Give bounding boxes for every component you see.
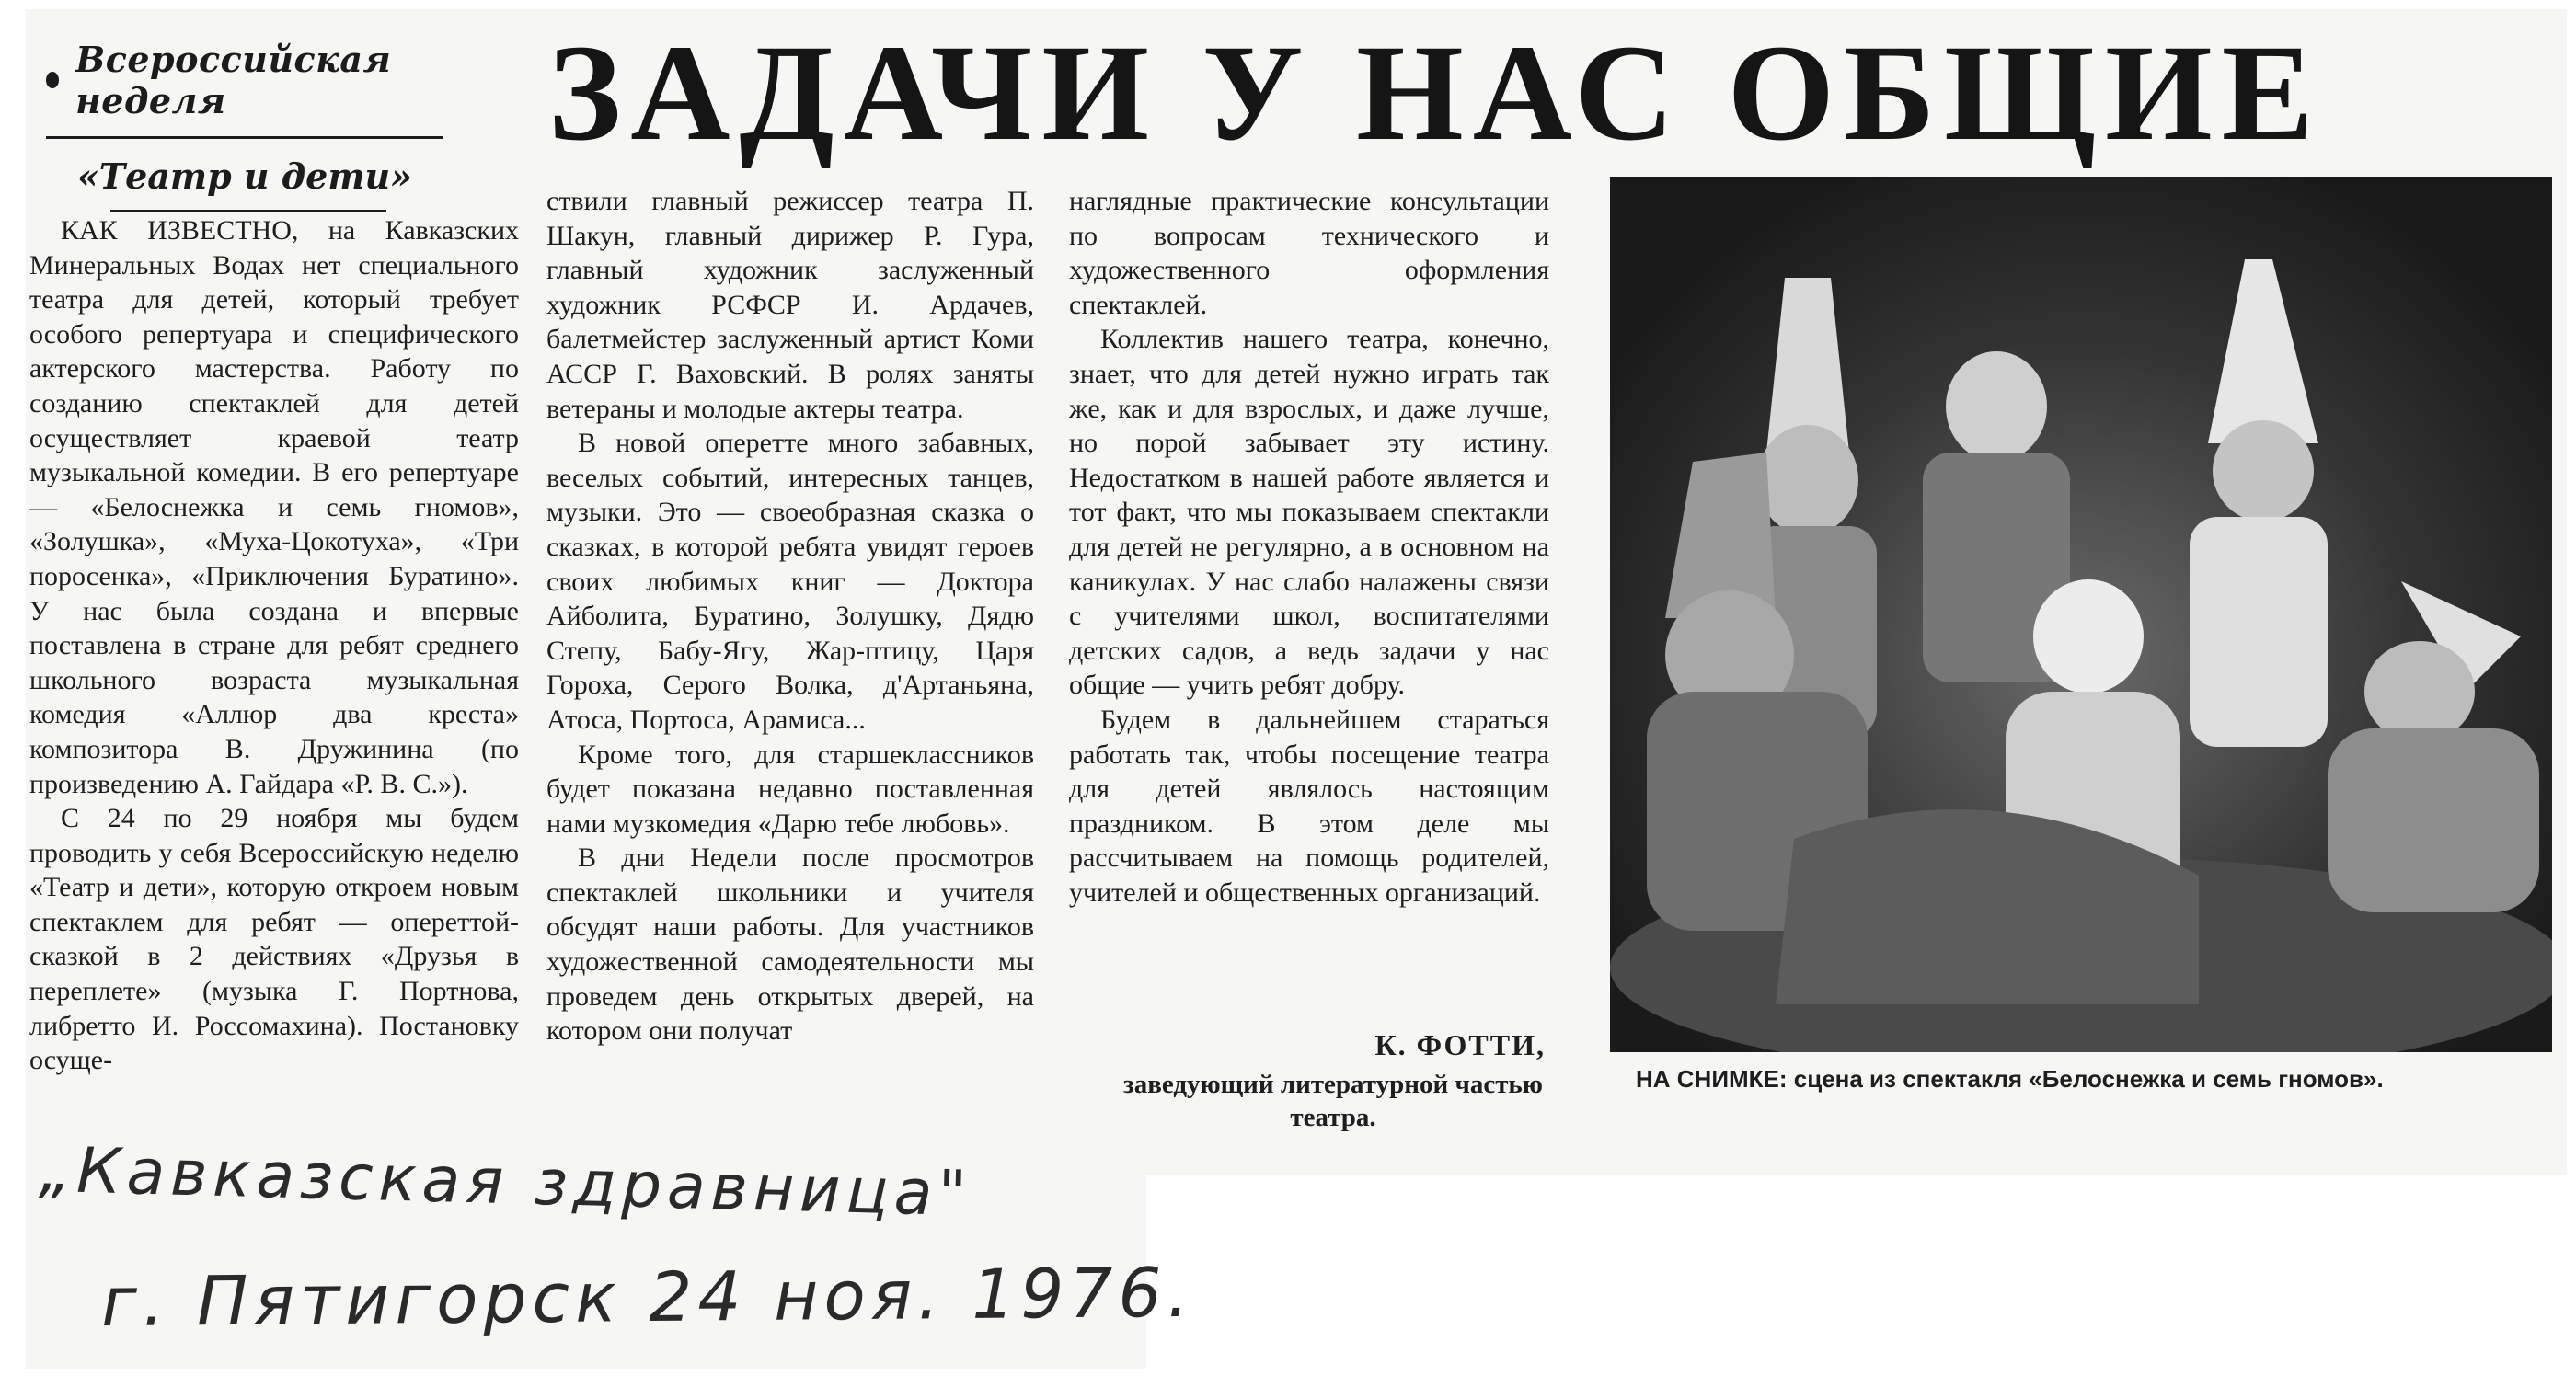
- paragraph: В новой оперетте много забавных, веселых событий, интересных танцев, музыки. Это — своеобразная сказка о сказках, в которой ребята увидят героев своих любимых книг — Доктора Айболита, Буратино, Золушку, Дядю Степу, Бабу-Ягу, Жар-птицу, Царя Гороха, Серого Волка, д'Артаньяна, Атоса, Портоса, Арамиса...: [546, 428, 1034, 735]
- paragraph: наглядные практические консультации по вопросам технического и художественного оформления спектаклей.: [1069, 186, 1549, 320]
- paragraph: С 24 по 29 ноября мы будем проводить у себя Всероссийскую неделю «Театр и дети», которую откроем новым спектаклем для ребят — опереттой-сказкой в 2 действиях «Друзья в переплете» (музыка Г. Портнова, либретто И. Россомахина). Постановку осуще-: [29, 803, 519, 1076]
- paragraph: В дни Недели после просмотров спектаклей школьники и учителя обсудят наши работы. Для участников художественной самодеятельности мы проведем день открытых дверей, на котором они получат: [546, 843, 1034, 1047]
- bullet-icon: [46, 72, 59, 88]
- paragraph: Будем в дальнейшем стараться работать так, чтобы посещение театра для детей являлось настоящим праздником. В этом деле мы рассчитываем на помощь родителей, учителей и общественных организаций.: [1069, 704, 1549, 908]
- stage-photo: [1610, 177, 2552, 1052]
- stage-photo-illustration: [1610, 177, 2552, 1052]
- photo-caption: НА СНИМКЕ: сцена из спектакля «Белоснежка и семь гномов».: [1636, 1065, 2384, 1093]
- article-column-1: [29, 213, 519, 1078]
- handwritten-date: г. Пятигорск 24 ноя. 1976.: [100, 1253, 1195, 1343]
- rubric-rule-short: [110, 210, 386, 212]
- rubric: [46, 39, 451, 212]
- handwritten-source: „Кавказская здравница": [38, 1133, 973, 1232]
- rubric-rule: [46, 136, 443, 139]
- article-column-2: [546, 184, 1034, 1049]
- article-headline: ЗАДАЧИ У НАС ОБЩИЕ: [548, 17, 2323, 169]
- paragraph: Кроме того, для старшеклассников будет показана недавно поставленная нами музкомедия «Дарю тебе любовь».: [546, 739, 1034, 839]
- author-signature: [1121, 1028, 1546, 1134]
- rubric-subtitle: «Театр и дети»: [77, 155, 412, 197]
- article-column-3: [1069, 184, 1549, 910]
- rubric-title: Всероссийская неделя: [75, 39, 392, 121]
- author-name: К. ФОТТИ,: [1374, 1028, 1546, 1061]
- paragraph: ствили главный режиссер театра П. Шакун, главный дирижер Р. Гура, главный художник заслуженный художник РСФСР И. Ардачев, балетмейстер заслуженный артист Коми АССР Г. Ваховский. В ролях заняты ветераны и молодые актеры театра.: [546, 186, 1034, 424]
- rubric-line-1: [46, 39, 451, 121]
- paragraph: Коллектив нашего театра, конечно, знает, что для детей нужно играть так же, как и для взрослых, и даже лучше, но порой забывает эту истину. Недостатком в нашей работе является и тот факт, что мы показываем спектакли для детей не регулярно, а в основном на каникулах. У нас слабо налажены связи с учителями школ, воспитателями детских садов, а ведь задачи у нас общие — учить ребят добру.: [1069, 324, 1549, 701]
- author-role: заведующий литературной частью театра.: [1123, 1070, 1543, 1132]
- paragraph: КАК ИЗВЕСТНО, на Кавказских Минеральных Водах нет специального театра для детей, который требует особого репертуара и специфического актерского мастерства. Работу по созданию спектаклей для детей осуществляет краевой театр музыкальной комедии. В его репертуаре — «Белоснежка и семь гномов», «Золушка», «Муха-Цокотуха», «Три поросенка», «Приключения Буратино». У нас была создана и впервые поставлена в стране для ребят среднего школьного возраста музыкальная комедия «Аллюр два креста» композитора В. Дружинина (по произведению А. Гайдара «Р. В. С.»).: [29, 215, 519, 799]
